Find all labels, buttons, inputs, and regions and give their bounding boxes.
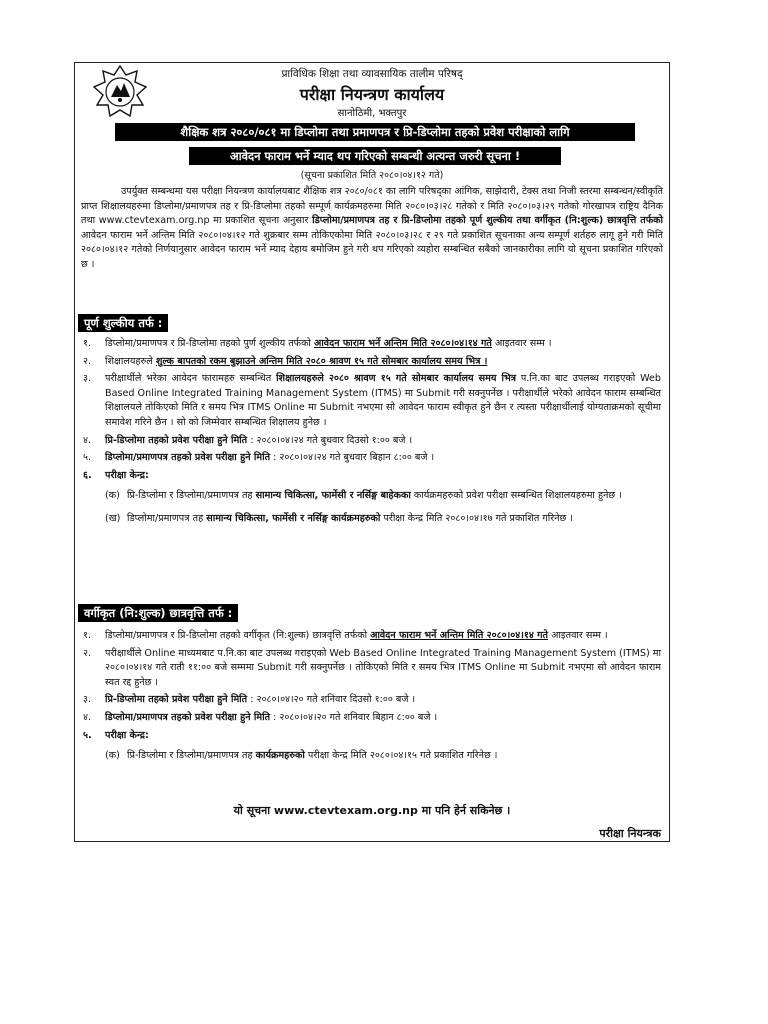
item-text: आइतवार सम्म । [491,338,552,349]
sub-item-text: परीक्षा केन्द्र मिति २०८०।०४।१७ गते प्रकाशित गरिनेछ । [380,512,573,524]
list-item [75,693,665,708]
item-number: ३. [83,694,92,706]
item-text-bold: आवेदन फाराम भर्ने अन्तिम मिति २०८०।०४।१४ गते [370,630,549,641]
item-text-bold: प्रि-डिप्लोमा तहको प्रवेश परीक्षा हुने मिति [105,694,248,706]
section-scholarship-heading: वर्गीकृत (नि:शुल्क) छात्रवृत्ति तर्फ : [78,604,238,622]
council-name: प्राविधिक शिक्षा तथा व्यावसायिक तालीम परिषद् [281,68,463,80]
intro-text-bold: डिप्लोमा/प्रमाणपत्र तह र प्रि-डिप्लोमा तहको पूर्ण शुल्कीय तथा वर्गीकृत (नि:शुल्क) छात्रवृत्ति तर्फको [312,215,663,227]
item-number: १. [83,630,92,641]
notice-title-line-1: शैक्षिक शत्र २०८०/०८१ मा डिप्लोमा तथा प्रमाणपत्र र प्रि-डिप्लोमा तहको प्रवेश परीक्षाको लागि [115,123,635,141]
item-text: परीक्षार्थीले भरेका आवेदन फारामहरु सम्बन्धित [105,373,277,385]
sub-item-text-bold: सामान्य चिकित्सा, फार्मेसी र नर्सिङ्ग कार्यक्रमहरुको [206,512,381,524]
publication-date: (सूचना प्रकाशित मिति २०८०।०४।१२ गते) [300,170,444,181]
list-item [75,469,665,484]
item-text: : २०८०।०४।२४ गते बुधवार दिउसो १:०० बजे । [247,434,413,446]
item-text-bold: आवेदन फाराम भर्ने अन्तिम मिति २०८०।०४।१४ गते [313,338,492,349]
item-text: : २०८०।०४।२० गते शनिवार दिउसो १:०० बजे । [247,694,416,706]
intro-text-2: आवेदन फाराम भर्ने अन्तिम मिति २०८०।०४।१२ गते शुक्रबार सम्म तोकिएकोमा मिति २०८०।०३।२८ र २९ गते प्रकाशित सूचनाका अन्य सम्पूर्ण शर्तहरु लागू हुने गरी मिति २०८०।०४।१२ गतेको निर्णयानुसार आवेदन फाराम भर्ने म्याद देहाय बमोजिम हुने गरी थप गरिएको व्यहोरा सम्बन्धित सबैको जानकारीका लागि यो सूचना प्रकाशित गरिएको छ । [81,229,663,270]
item-text-bold: डिप्लोमा/प्रमाणपत्र तहको प्रवेश परीक्षा हुने मिति [105,452,271,464]
sub-item [75,749,665,764]
item-text-bold: प्रि-डिप्लोमा तहको प्रवेश परीक्षा हुने मिति [105,434,248,446]
list-item [75,337,665,352]
signatory: परीक्षा नियन्त्रक [599,827,661,840]
office-location: सानोठिमी, भक्तपुर [337,108,407,119]
sub-item-text: परीक्षा केन्द्र मिति २०८०।०४।१५ गते प्रकाशित गरिनेछ । [304,750,498,762]
item-text: डिप्लोमा/प्रमाणपत्र र प्रि-डिप्लोमा तहको पुर्ण शुल्कीय तर्फको [105,338,314,349]
item-text: : २०८०।०४।२४ गते बुधवार बिहान ८:०० बजे । [270,452,435,464]
item-number: ५. [83,452,92,464]
item-text: प.नि.का बाट उपलब्ध गराइएको Web Based Online Integrated Training Management System (ITMS) मा Submit गरी सक्नुपर्नेछ । परीक्षार्थीले भरेको आवेदन फाराम सम्बन्धित शिक्षालयले तोकिएको मिति र समय भित्र ITMS Online मा Submit नभएमा सो आवेदन फाराम स्वीकृत हुने छैन र त्यस्ता परीक्षार्थीलाई योग्यताक्रमको सूचीमा समावेश गरिने छैन । सो को जिम्मेवार सम्बन्धित शिक्षालय हुनेछ । [105,373,661,428]
item-text-bold: शिक्षालयहरुले २०८० श्रावण १५ गते सोमबार कार्यालय समय भित्र [276,373,517,385]
item-number: २. [83,647,92,659]
sub-item-text: डिप्लोमा/प्रमाणपत्र तह [127,512,207,524]
sub-item-label: (क) [105,750,120,762]
intro-paragraph [81,185,663,273]
item-text-bold: परीक्षा केन्द्र: [105,469,149,481]
item-number: ४. [83,711,92,723]
item-number: २. [83,355,92,367]
item-text-bold: शुल्क बापतको रकम बुझाउने अन्तिम मिति २०८० श्रावण १५ गते सोमबार कार्यालय समय भित्र । [155,355,488,367]
website-note: यो सूचना www.ctevtexam.org.np मा पनि हेर्न सकिनेछ । [233,804,511,817]
item-text: शिक्षालयहरुले [105,355,156,367]
item-number: १. [83,338,92,349]
item-text: : २०८०।०४।२० गते शनिवार बिहान ८:०० बजे । [270,711,438,723]
list-item [75,647,665,691]
item-number: ४. [83,434,92,446]
sub-item-text: प्रि-डिप्लोमा र डिप्लोमा/प्रमाणपत्र तह [127,750,256,762]
list-item [75,372,665,430]
section-full-fee-list [75,337,665,531]
item-number: ५. [83,729,92,741]
list-item [75,434,665,449]
sub-item-label: (ख) [105,512,121,524]
item-number: ३. [83,373,92,385]
list-item [75,711,665,726]
list-item [75,629,665,644]
list-item [75,729,665,744]
item-text: परीक्षार्थीले Online माध्यमबाट प.नि.का बाट उपलब्ध गराइएको Web Based Online Integrated Training Management System (ITMS) मा २०८०।०४।१४ गते राती ११:०० बजे सम्ममा Submit गरी सक्नुपर्नेछ । तोकिएको मिति र समय भित्र ITMS Online मा Submit नभएमा सो आवेदन फाराम स्वत रद्द हुनेछ । [105,647,661,688]
item-text: डिप्लोमा/प्रमाणपत्र र प्रि-डिप्लोमा तहको वर्गीकृत (नि:शुल्क) छात्रवृत्ति तर्फको [105,630,371,641]
notice-title-line-2: आवेदन फाराम भर्ने म्याद थप गरिएको सम्बन्धी अत्यन्त जरुरी सूचना ! [189,147,561,165]
sub-item-text-bold: सामान्य चिकित्सा, फार्मेसी र नर्सिङ्ग बाहेकका [255,490,411,502]
intro-text-1: उपर्युक्त सम्बन्धमा यस परीक्षा नियन्त्रण कार्यालयबाट शैक्षिक शत्र २०८०/०८१ का लागि परिषद्का आंगिक, साझेदारी, टेक्स तथा निजी स्तरमा सम्बन्धन/स्वीकृति प्राप्त शिक्षालयहरुमा डिप्लोमा/प्रमाणपत्र तह र प्रि-डिप्लोमा तहको सम्पूर्ण कार्यक्रमहरुमा मिति २०८०।०३।२८ गतेको र मिति २०८०।०३।२९ गतेको गोरखापत्र राष्ट्रिय दैनिक तथा www.ctevtexam.org.np मा प्रकाशित सूचना अनुसार [81,186,663,227]
sub-item [75,489,665,504]
item-text-bold: डिप्लोमा/प्रमाणपत्र तहको प्रवेश परीक्षा हुने मिति [105,711,271,723]
sub-item-text-bold: कार्यक्रमहरुको [255,750,305,762]
sub-item [75,512,665,527]
sub-item-label: (क) [105,490,120,502]
list-item [75,355,665,370]
item-text-bold: परीक्षा केन्द्र: [105,729,149,741]
section-scholarship-list [75,629,665,768]
item-number: ६. [83,469,92,481]
list-item [75,451,665,466]
section-full-fee-heading: पूर्ण शुल्कीय तर्फ : [78,314,168,332]
sub-item-text: प्रि-डिप्लोमा र डिप्लोमा/प्रमाणपत्र तह [127,490,256,502]
office-name: परीक्षा नियन्त्रण कार्यालय [299,85,445,104]
sub-item-text: कार्यक्रमहरुको प्रवेश परीक्षा सम्बन्धित शिक्षालयहरुमा हुनेछ । [410,490,622,502]
item-text: आइतवार सम्म । [548,630,608,641]
notice-page [74,62,670,842]
